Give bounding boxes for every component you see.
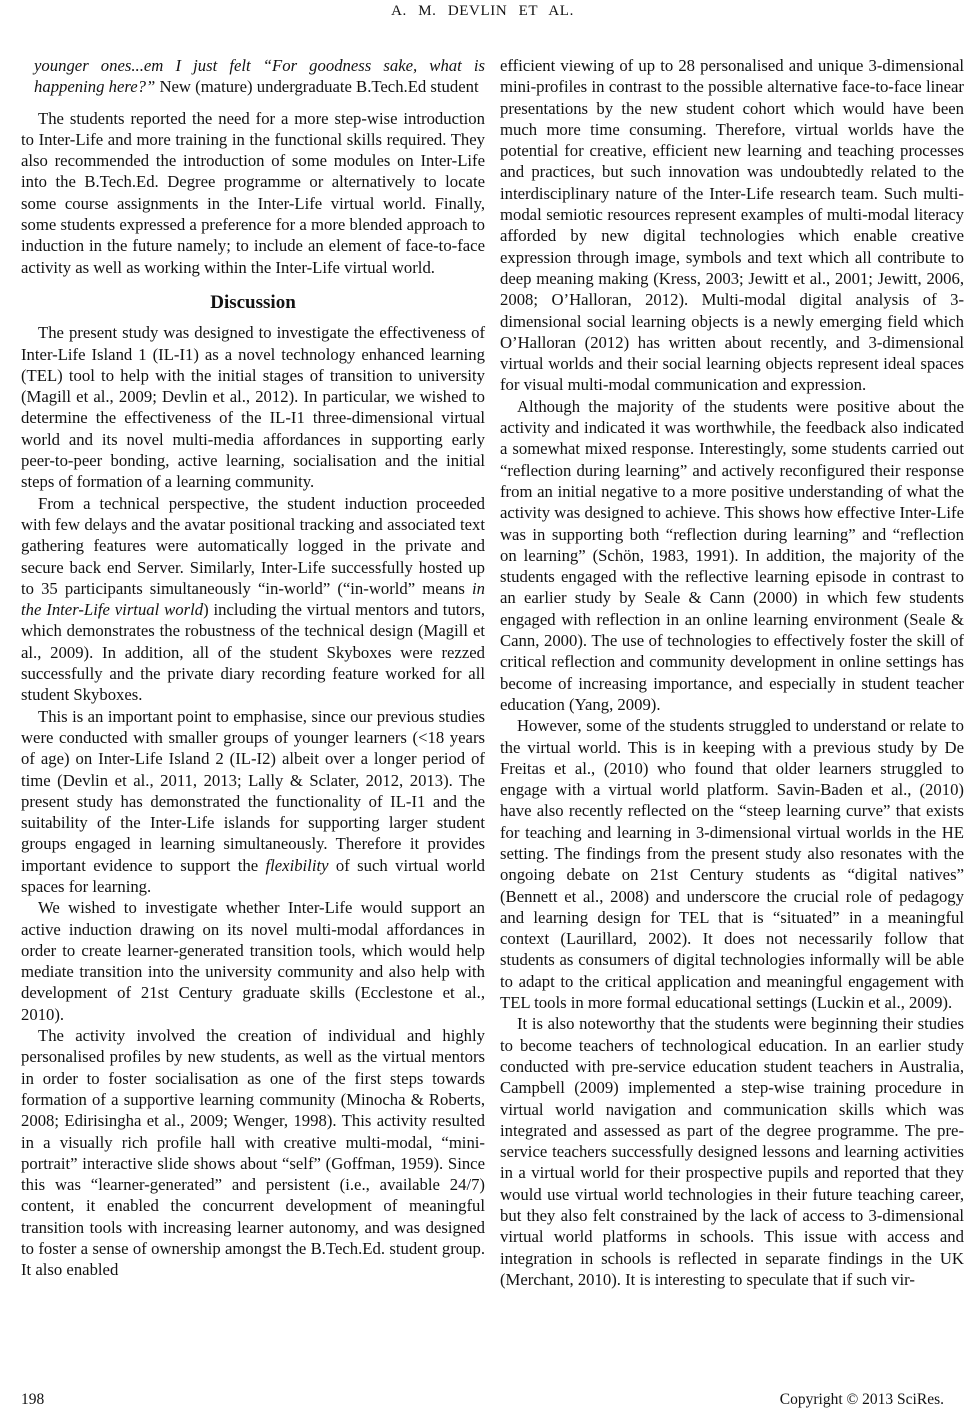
- left-column: [21, 55, 485, 1290]
- running-head: A. M. DEVLIN ET AL.: [391, 3, 574, 19]
- right-column: [500, 55, 964, 1290]
- two-column-body: [21, 55, 965, 1290]
- important-point-italic-word: flexibility: [265, 855, 329, 875]
- paragraph-technical-perspective: [21, 493, 485, 706]
- page-number: 198: [21, 1391, 45, 1408]
- technical-segment-1: From a technical perspective, the student induction proceeded with few delays and the avatar positional tracking and associated text gathering features were automatically logged in the private and secure back end Server. Similarly, Inter-Life successfully hosted up to 35 participants simultaneously “in-world” (“in-world” means: [21, 493, 485, 598]
- technical-segment-3: ) including the virtual mentors and tutors, which demonstrates the robustness of the technical design (Magill et al., 2009). In addition, all of the student Skyboxes were rezzed successfully and the private diary recording feature worked for all student Skyboxes.: [21, 600, 485, 705]
- technical-italic-phrase: in the Inter-Life virtual world: [21, 578, 485, 620]
- important-point-segment-1: This is an important point to emphasise, since our previous studies were conducted with smaller groups of younger learners (<18 years of age) on Inter-Life Island 2 (IL-I2) albeit over a longer period of time (Devlin et al., 2011, 2013; Lally & Sclater, 2012, 2013). The present study has demonstrated the functionality of IL-I1 and the suitability of the Inter-Life islands for supporting larger student groups engaged in learning simultaneously. Therefore it provides important evidence to support the: [21, 706, 485, 875]
- paragraph-present-study: The present study was designed to investigate the effectiveness of Inter-Life Island 1 (IL-I1) as a novel technology enhanced learning (TEL) tool to help with the initial stages of transition to university (Magill et al., 2009; Devlin et al., 2012). In particular, we wished to determine the effectiveness of the IL-I1 three-dimensional virtual world and its novel multi-media affordances in supporting early peer-to-peer bonding, active learning, socialisation and the initial steps of formation of a learning community.: [21, 323, 485, 492]
- paragraph-noteworthy: It is also noteworthy that the students were beginning their studies to become teachers of technological education. In an earlier study conducted with pre-service education student teachers in Australia, Campbell (2009) implemented a step-wise training procedure in virtual world navigation and communication skills which was integrated and assessed as part of the degree programme. The pre-service teachers successfully designed lessons and learning activities in a virtual world for their prospective pupils and reported that they would use virtual world technologies in their future teaching career, but they also felt constrained by the lack of access to 3-dimensional virtual world platforms in schools. This issue with access and integration in schools is reflected in separate findings in the UK (Merchant, 2010). It is interesting to speculate that if such vir-: [500, 1014, 964, 1289]
- paragraph-efficient-viewing: efficient viewing of up to 28 personalised and unique 3-dimensional mini-profiles in contrast to the possible alternative face-to-face linear presentations by the new student cohort which would have been much more time consuming. Therefore, virtual worlds have the potential for creative, efficient new learning and teaching processes and practices, but such innovation was undoubtedly related to the interdisciplinary nature of the Inter-Life research team. Such multi-modal semiotic resources represent examples of multi-modal literacy afforded by new digital technologies which enable creative expression through image, symbols and text which all contribute to deep meaning making (Kress, 2003; Jewitt et al., 2001; Jewitt, 2006, 2008; O’Halloran, 2012). Multi-modal digital analysis of 3-dimensional social learning objects is a newly emerging field which O’Halloran (2012) has written about recently, and 3-dimensional virtual worlds and their social learning objects represent ideal spaces for visual multi-modal communication and expression.: [500, 56, 964, 395]
- quote-attribution: New (mature) undergraduate B.Tech.Ed student: [159, 77, 479, 97]
- paragraph-stepwise-introduction: The students reported the need for a more step-wise introduction to Inter-Life and more training in the functional skills required. They also recommended the introduction of some modules on Inter-Life into the B.Tech.Ed. Degree programme or alternatively to locate some course assignments in the Inter-Life virtual world. Finally, some students expressed a preference for a more blended approach to induction in the future namely; to include an element of face-to-face activity as well as working within the Inter-Life virtual world.: [21, 108, 485, 277]
- paragraph-we-wished: We wished to investigate whether Inter-Life would support an active induction drawing on its novel multi-modal affordances in order to create learner-generated transition tools, which would help mediate transition into the university community and also help with development of 21st Century graduate skills (Ecclestone et al., 2010).: [21, 898, 485, 1024]
- paragraph-however-struggled: However, some of the students struggled to understand or relate to the virtual world. This is in keeping with a previous study by De Freitas et al., (2010) who found that older learners struggled to engage with a virtual world platform. Savin-Baden et al., (2010) have also recently reflected on the “steep learning curve” that exists for teaching and learning in 3-dimensional virtual worlds in the HE setting. The findings from the present study also resonates with the ongoing debate on 21st Century students as “digital natives” (Bennett et al., 2008) and underscore the crucial role of pedagogy and learning design for TEL that is “situated” in a meaningful context (Laurillard, 2002). It does not necessarily follow that students as consumers of digital technologies informally will be able to adapt to the critical application and meaningful engagement with TEL tools in more formal educational settings (Luckin et al., 2009).: [500, 716, 964, 1013]
- section-heading-discussion: Discussion: [210, 291, 296, 313]
- important-point-segment-3: of such virtual world spaces for learning.: [21, 855, 485, 896]
- paragraph-activity: The activity involved the creation of individual and highly personalised profiles by new students, as well as the virtual mentors in order to foster socialisation as one of the first steps towards formation of a supportive learning community (Minocha & Roberts, 2008; Edirisingha et al., 2009; Wenger, 1998). This activity resulted in a visually rich profile hall with creative multi-modal, “mini-portrait” interactive slide shows about “self” (Goffman, 1959). Since this was “learner-generated” and persistent (i.e., available 24/7) content, it enabled the concurrent development of meaningful transition tools with increasing learner autonomy, and was designed to foster a sense of ownership amongst the B.Tech.Ed. student group. It also enabled: [21, 1026, 485, 1280]
- quote-italic-text: younger ones...em I just felt “For goodness sake, what is happening here?”: [34, 56, 485, 97]
- page-footer: [21, 1391, 944, 1409]
- paragraph-although-majority: Although the majority of the students were positive about the activity and indicated it was worthwhile, the feedback also indicated a somewhat mixed response. Interestingly, some students carried out “reflection during learning” and actively reconfigured their response from an initial negative to a more positive understanding of what the activity was designed to achieve. This shows how effective Inter-Life was in supporting both “reflection during learning” and “reflection on learning” (Schön, 1983, 1991). In addition, the majority of the students engaged with the reflective learning episode in contrast to an earlier study by Seale & Cann (2000) in which few students engaged with reflection in an online learning environment (Seale & Cann, 2000). The use of technologies to effectively foster the skill of critical reflection and community development in online settings has become of increasing importance, and especially in student teacher education (Yang, 2009).: [500, 396, 964, 714]
- copyright-notice: Copyright © 2013 SciRes.: [779, 1391, 944, 1408]
- block-quote: [34, 55, 485, 98]
- paragraph-important-point: [21, 706, 485, 898]
